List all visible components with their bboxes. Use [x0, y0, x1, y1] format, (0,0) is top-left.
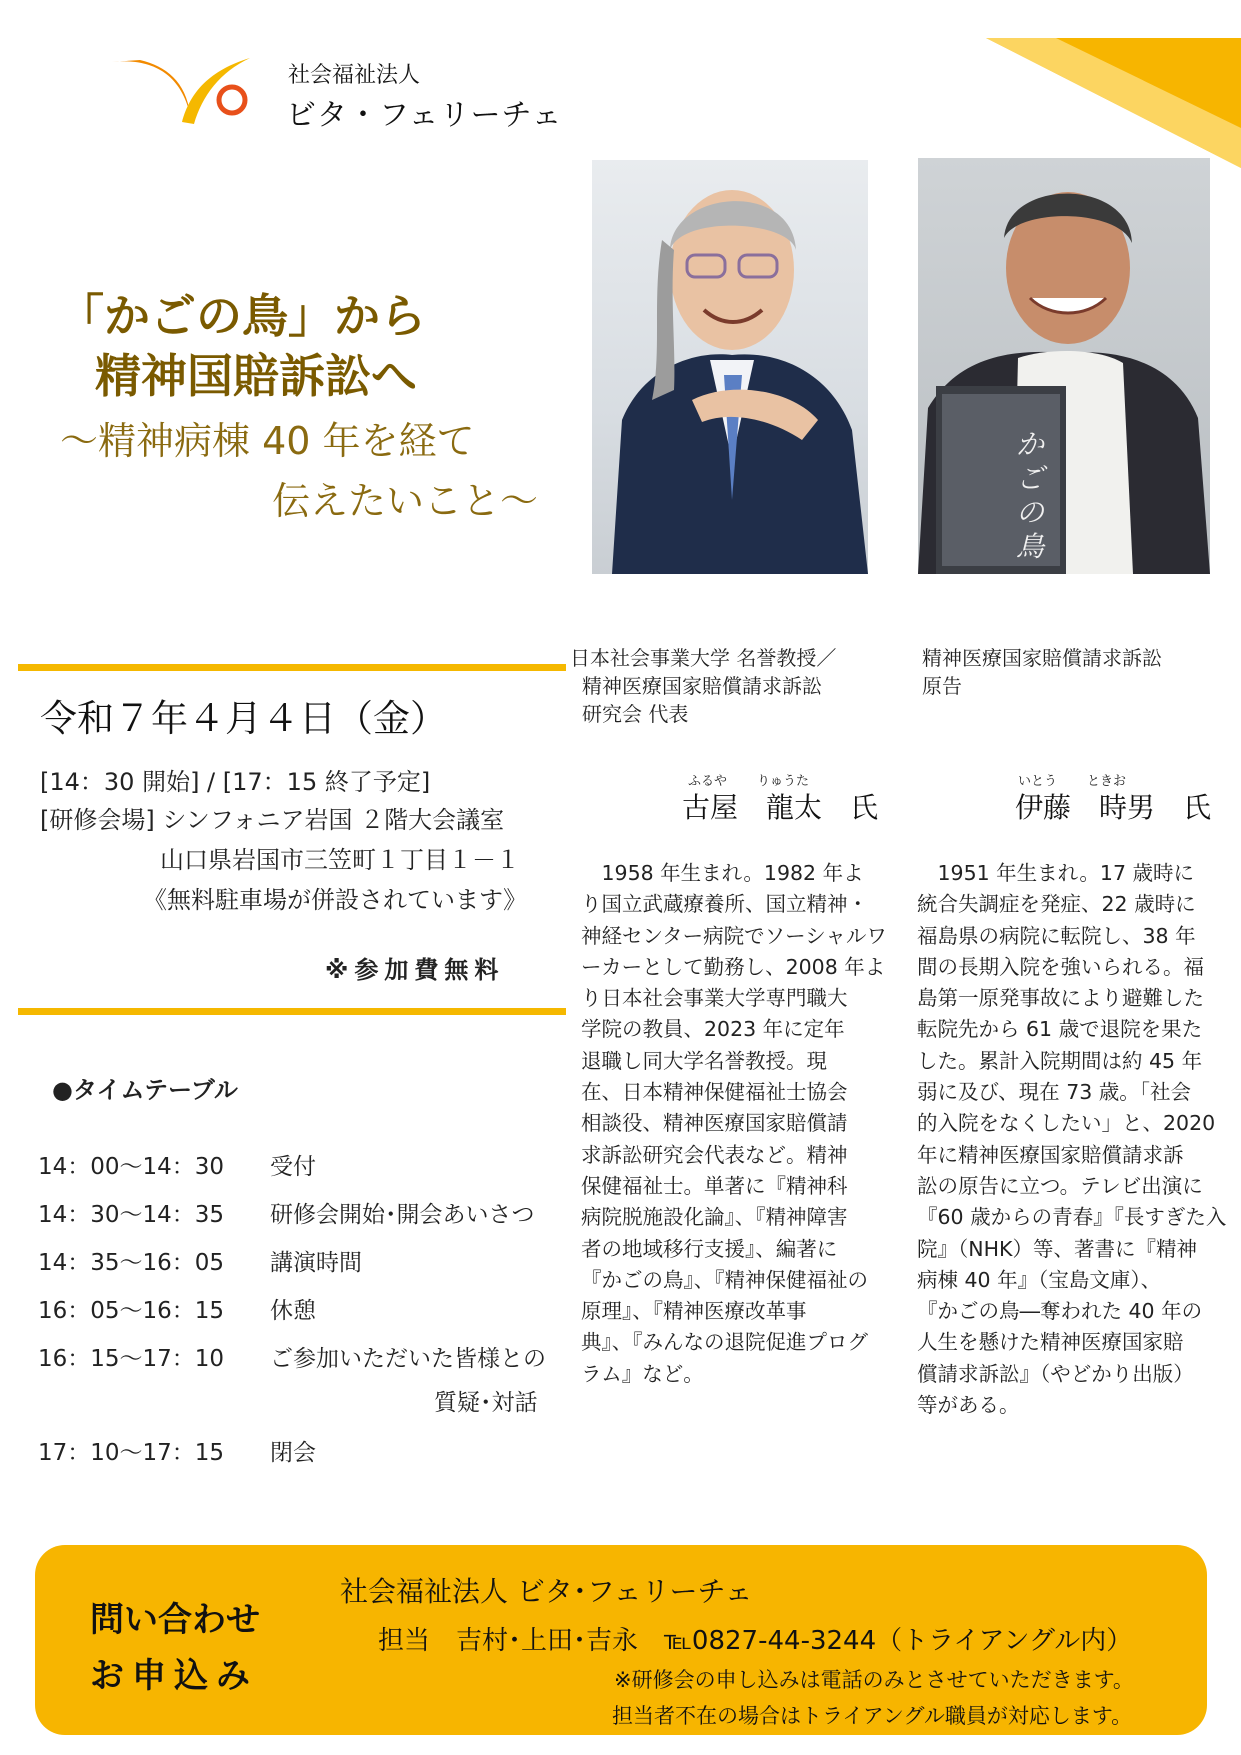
- speaker-name-ito: 伊藤 時男 氏: [1015, 791, 1212, 824]
- event-time: [14：30 開始] / [17：15 終了予定]: [40, 768, 431, 796]
- event-fee: ※参加費無料: [325, 956, 505, 984]
- timetable-time: 14：30～14：35: [38, 1202, 225, 1228]
- role-line: 原告: [922, 674, 962, 698]
- speaker-bio-furuya: [581, 858, 887, 1390]
- bio-line: した。累計入院期間は約 45 年: [917, 1048, 1203, 1073]
- bio-line: 在、日本精神保健福祉士協会: [581, 1080, 848, 1105]
- bio-line: 病棟 40 年』（宝島文庫）、: [917, 1267, 1162, 1292]
- application-heading: お申込み: [90, 1656, 258, 1696]
- bio-line: 的入院をなくしたい」と、2020: [917, 1111, 1216, 1136]
- bio-line: ーカーとして勤務し、2008 年よ: [581, 954, 886, 979]
- contact-note: 担当者不在の場合はトライアングル職員が対応します。: [612, 1704, 1133, 1728]
- bio-line: ラム』など。: [581, 1361, 704, 1386]
- timetable-time: 16：05～16：15: [38, 1298, 225, 1324]
- timetable-label: ご参加いただいた皆様との: [270, 1346, 546, 1372]
- bio-line: 相談役、精神医療国家賠償請: [581, 1111, 848, 1136]
- timetable-label: 休憩: [270, 1298, 316, 1324]
- bio-line: 病院脱施設化論』、『精神障害: [581, 1205, 848, 1230]
- bio-line: 1951 年生まれ。17 歳時に: [917, 861, 1195, 885]
- bio-line: 退職し同大学名誉教授。現: [581, 1048, 827, 1073]
- role-line: 日本社会事業大学 名誉教授／: [570, 646, 837, 670]
- bio-line: 償請求訴訟』（やどかり出版）: [917, 1361, 1194, 1386]
- name-ruby: ふるや: [688, 774, 728, 789]
- role-line: 精神医療国家賠償請求訴訟: [582, 674, 822, 698]
- bio-line: 原理』、『精神医療改革事: [581, 1299, 807, 1324]
- bio-line: 等がある。: [917, 1393, 1020, 1418]
- event-parking: 《無料駐車場が併設されています》: [143, 886, 527, 914]
- contact-org: 社会福祉法人 ビタ･フェリーチェ: [340, 1575, 753, 1608]
- bio-line: 弱に及び、現在 73 歳。「社会: [917, 1080, 1192, 1105]
- timetable-label: 閉会: [270, 1440, 316, 1466]
- bio-line: 転院先から 61 歳で退院を果た: [917, 1017, 1203, 1042]
- bio-line: 典』、『みんなの退院促進プログ: [581, 1330, 868, 1355]
- org-type-label: 社会福祉法人: [288, 63, 421, 88]
- role-line: 精神医療国家賠償請求訴訟: [922, 646, 1162, 670]
- timetable-label: 講演時間: [270, 1250, 362, 1276]
- bio-line: 統合失調症を発症、22 歳時に: [917, 892, 1196, 917]
- bio-line: 島第一原発事故により避難した: [917, 986, 1204, 1011]
- event-date: 令和７年４月４日（金）: [40, 697, 447, 740]
- bio-line: り国立武蔵療養所、国立精神・: [581, 892, 868, 917]
- speaker-name-furuya: 古屋 龍太 氏: [682, 791, 879, 824]
- bio-line: 福島県の病院に転院し、38 年: [917, 923, 1196, 948]
- speaker-photo-furuya: [592, 160, 868, 574]
- book-title: かごの鳥: [1016, 428, 1045, 563]
- role-line: 研究会 代表: [582, 702, 689, 726]
- timetable-label-continuation: 質疑･対話: [434, 1390, 538, 1416]
- bio-line: 求訴訟研究会代表など。精神: [581, 1142, 848, 1167]
- speaker-photo-ito: [918, 158, 1210, 574]
- timetable-label: 研修会開始･開会あいさつ: [270, 1202, 535, 1228]
- timetable-time: 16：15～17：10: [38, 1346, 225, 1372]
- organization-logo: [110, 52, 280, 132]
- bio-line: 年に精神医療国家賠償請求訴: [917, 1142, 1184, 1167]
- org-name: ビタ・フェリーチェ: [286, 98, 563, 133]
- event-venue: [研修会場] シンフォニア岩国 ２階大会議室: [40, 806, 505, 834]
- name-ruby: ときお: [1087, 774, 1127, 789]
- divider-top: [18, 664, 566, 671]
- bio-line: 人生を懸けた精神医療国家賠: [917, 1330, 1184, 1355]
- bio-line: 『かごの鳥―奪われた 40 年の: [917, 1299, 1203, 1324]
- bio-line: 院』（NHK）等、著書に『精神: [917, 1236, 1197, 1261]
- subtitle-line2: 伝えたいこと～: [272, 479, 539, 523]
- timetable-time: 14：35～16：05: [38, 1250, 225, 1276]
- corner-decoration: [986, 38, 1241, 168]
- bio-line: 神経センター病院でソーシャルワ: [581, 923, 887, 948]
- contact-staff-phone: 担当 吉村･上田･吉永 ℡0827-44-3244（トライアングル内）: [378, 1626, 1133, 1656]
- bio-line: 間の長期入院を強いられる。福: [917, 954, 1204, 979]
- timetable-label: 受付: [270, 1154, 316, 1180]
- subtitle-line1: ～精神病棟 40 年を経て: [60, 419, 475, 463]
- speaker-role-furuya: [570, 644, 880, 728]
- contact-heading: 問い合わせ: [90, 1600, 260, 1640]
- speaker-bio-ito: [917, 858, 1226, 1421]
- bio-line: 保健福祉士。単著に『精神科: [581, 1173, 848, 1198]
- timetable-time: 17：10～17：15: [38, 1440, 225, 1466]
- main-title-line1: 「かごの鳥」から: [58, 289, 426, 343]
- bio-line: 『60 歳からの青春』『長すぎた入: [917, 1205, 1227, 1230]
- contact-note: ※研修会の申し込みは電話のみとさせていただきます。: [614, 1668, 1134, 1692]
- name-ruby: りゅうた: [757, 774, 810, 789]
- timetable-heading: ●タイムテーブル: [52, 1076, 238, 1104]
- timetable-time: 14：00～14：30: [38, 1154, 225, 1180]
- bio-line: 者の地域移行支援』、編著に: [581, 1236, 838, 1261]
- event-address: 山口県岩国市三笠町１丁目１－１: [160, 846, 520, 874]
- divider-bottom: [18, 1008, 566, 1015]
- main-title-line2: 精神国賠訴訟へ: [95, 349, 417, 403]
- bio-line: 学院の教員、2023 年に定年: [581, 1017, 845, 1042]
- bio-line: 1958 年生まれ。1982 年よ: [581, 861, 864, 885]
- bio-line: 訟の原告に立つ。テレビ出演に: [917, 1173, 1203, 1198]
- bio-line: り日本社会事業大学専門職大: [581, 986, 848, 1011]
- name-ruby: いとう: [1018, 774, 1058, 789]
- speaker-role-ito: [922, 644, 1212, 700]
- bio-line: 『かごの鳥』、『精神保健福祉の: [581, 1267, 868, 1292]
